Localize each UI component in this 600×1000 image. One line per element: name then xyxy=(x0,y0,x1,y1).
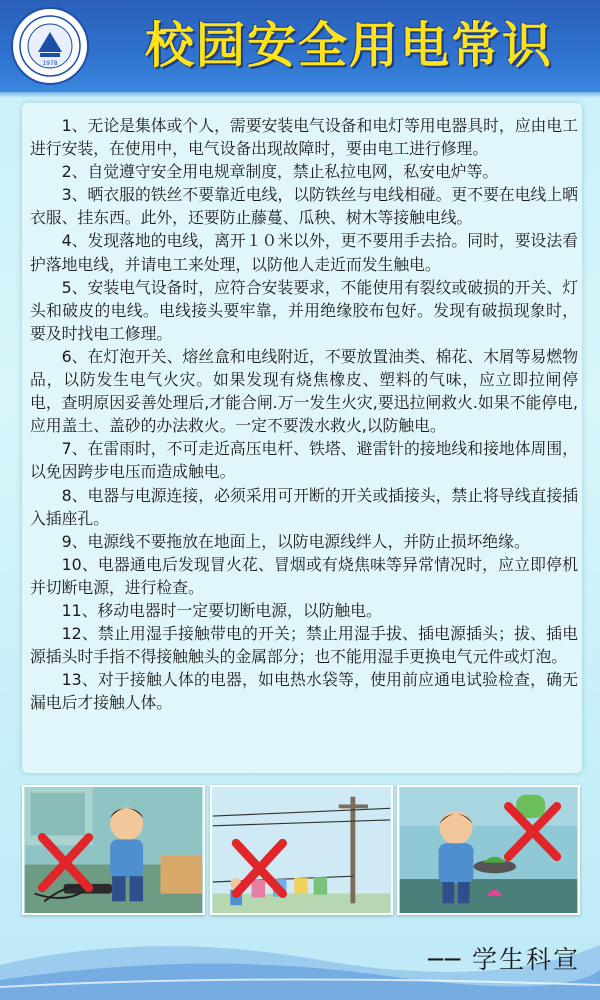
rule-item: 2、自觉遵守安全用电规章制度，禁止私拉电网，私安电炉等。 xyxy=(61,162,499,182)
svg-text:1978: 1978 xyxy=(42,60,58,67)
school-logo xyxy=(10,6,90,86)
rule-item: 12、禁止用湿手接触带电的开关；禁止用湿手拔、插电源插头；拔、插电源插头时手指不得接触触头的金属部分；也不能用湿手更换电气元件或灯泡。 xyxy=(30,624,578,667)
rule-item: 5、安装电气设备时，应符合安装要求，不能使用有裂纹或破损的开关、灯头和破皮的电线。电线接头要牢靠，并用绝缘胶布包好。发现有破损现象时，要及时找电工修理。 xyxy=(30,277,578,343)
footer-signature: ── 学生科宣 xyxy=(427,945,580,974)
rule-item: 7、在雷雨时，不可走近高压电杆、铁塔、避雷针的接地线和接地体周围，以免因跨步电压而造成触电。 xyxy=(30,439,578,482)
rule-item: 9、电源线不要拖放在地面上，以防电源线绊人，并防止损坏绝缘。 xyxy=(61,531,530,551)
rule-item: 11、移动电器时一定要切断电源，以防触电。 xyxy=(61,600,382,620)
rule-item: 3、晒衣服的铁丝不要靠近电线，以防铁丝与电线相碰。更不要在电线上晒衣服、挂东西。此外，还要防止藤蔓、瓜秧、树木等接触电线。 xyxy=(30,185,578,228)
rule-item: 10、电器通电后发现冒火花、冒烟或有烧焦味等异常情况时，应立即停机并切断电源，进行检查。 xyxy=(30,554,578,597)
rule-item: 4、发现落地的电线，离开１０米以外，更不要用手去拾。同时，要设法看护落地电线，并请电工来处理，以防他人走近而发生触电。 xyxy=(30,231,578,274)
man-plugging-cords-illustration xyxy=(22,785,205,915)
rule-item: 1、无论是集体或个人，需要安装电气设备和电灯等用电器具时，应由电工进行安装，在使用中，电气设备出现故障时，要由电工进行修理。 xyxy=(30,116,578,159)
rules-list xyxy=(30,114,578,714)
wet-hands-washing-illustration xyxy=(397,785,580,915)
page-title: 校园安全用电常识 xyxy=(144,17,553,74)
rule-item: 6、在灯泡开关、熔丝盒和电线附近，不要放置油类、棉花、木屑等易燃物品，以防发生电气火灾。如果发现有烧焦橡皮、塑料的气味，应立即拉闸停电，查明原因妥善处理后,才能合闸.万一发生火灾,要迅拉闸救火.如果不能停电,应用盖土、盖砂的办法救火。一定不要泼水救火,以防触电。 xyxy=(30,346,578,436)
header-banner xyxy=(0,0,600,92)
rule-item: 8、电器与电源连接，必须采用可开断的开关或插接头，禁止将导线直接插入插座孔。 xyxy=(30,485,578,528)
rule-item: 13、对于接触人体的电器，如电热水袋等，使用前应通电试验检查，确无漏电后才接触人体。 xyxy=(30,670,578,713)
clothes-on-power-line-illustration xyxy=(210,785,393,915)
